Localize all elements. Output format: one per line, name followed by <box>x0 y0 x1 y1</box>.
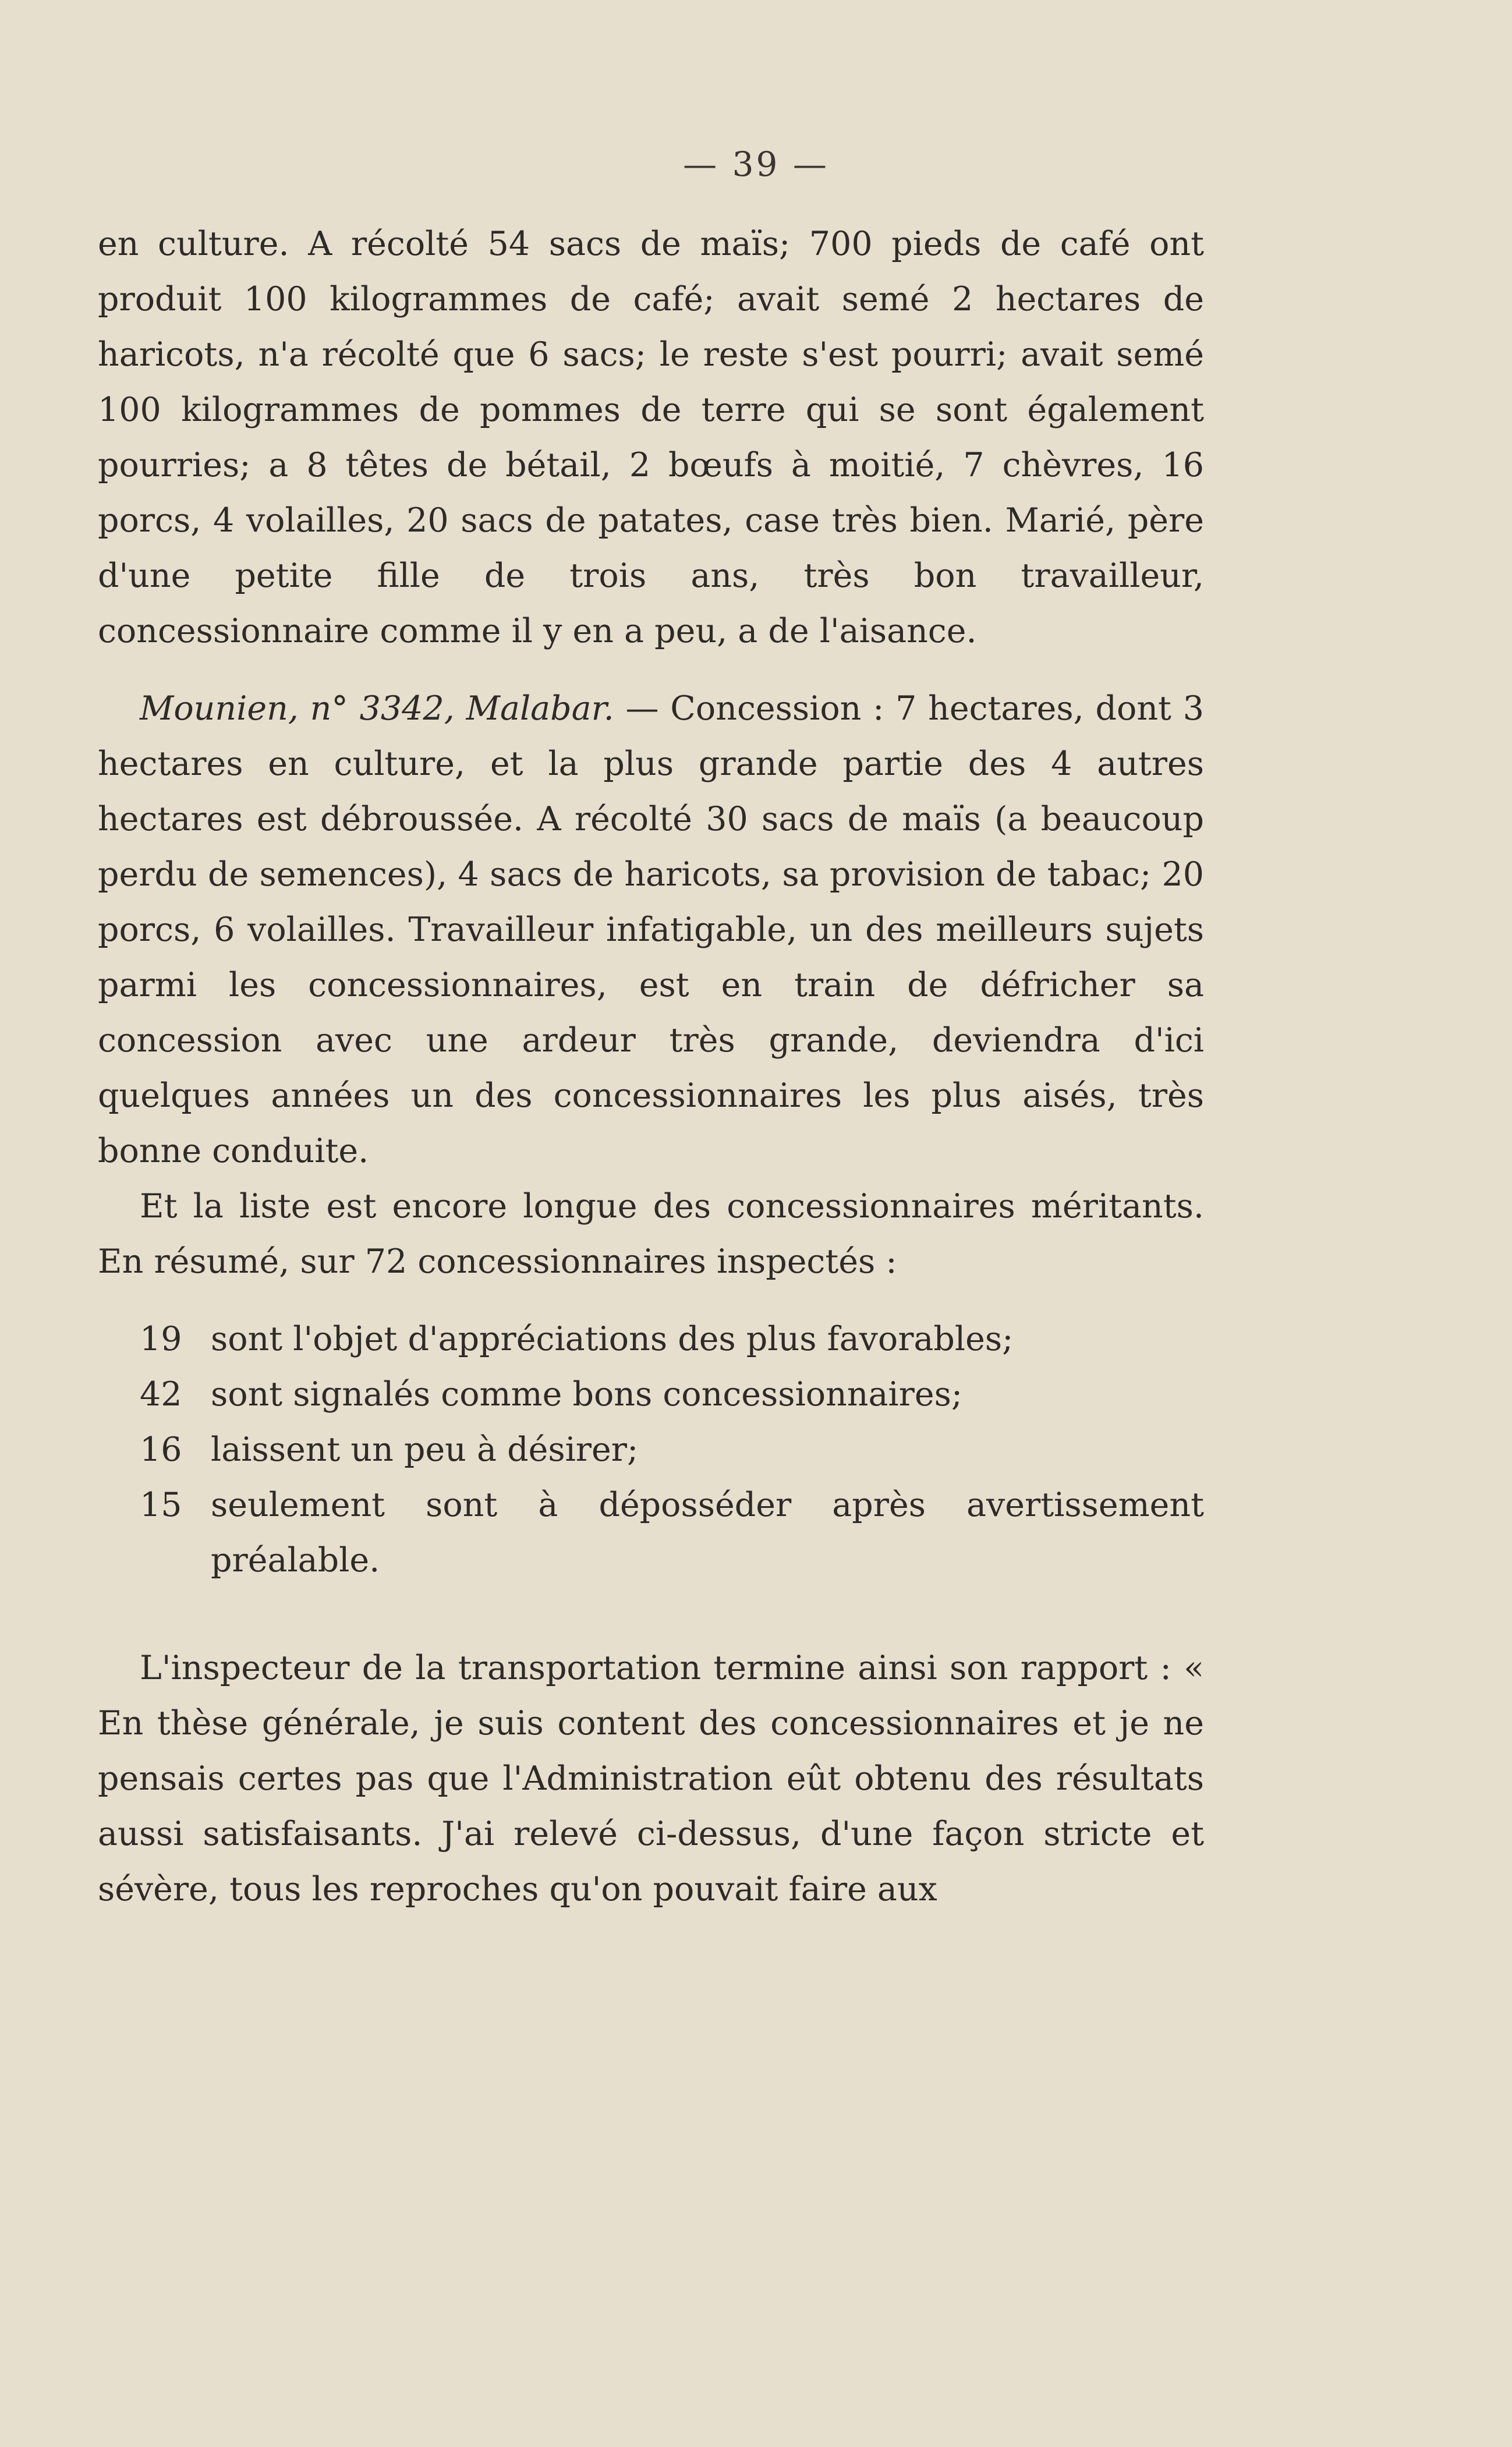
list-item-count: 16 <box>140 1430 182 1469</box>
summary-list <box>98 1312 1204 1588</box>
paragraph-concessionnaire-end: en culture. A récolté 54 sacs de maïs; 700 pieds de café ont produit 100 kilogrammes de café; avait semé 2 hectares de haricots, n'a récolté que 6 sacs; le reste s'est pourri; avait semé 100 kilogrammes de pommes de terre qui se sont également pourries; a 8 têtes de bétail, 2 bœufs à moitié, 7 chèvres, 16 porcs, 4 volailles, 20 sacs de patates, case très bien. Marié, père d'une petite fille de trois ans, très bon travailleur, concessionnaire comme il y en a peu, a de l'aisance. <box>98 225 1204 650</box>
paragraph-summary-intro: Et la liste est encore longue des concessionnaires méritants. En résumé, sur 72 concessionnaires inspectés : <box>98 1187 1204 1281</box>
list-item-count: 19 <box>140 1320 182 1358</box>
list-item-text: sont l'objet d'appréciations des plus favorables; <box>211 1320 1014 1358</box>
paragraph-mounien <box>98 681 1204 1179</box>
list-item-count: 42 <box>140 1375 182 1414</box>
paragraph-inspector-report: L'inspecteur de la transportation termine ainsi son rapport : « En thèse générale, je suis content des concessionnaires et je ne pensais certes pas que l'Administration eût obtenu des résultats aussi satisfaisants. J'ai relevé ci-dessus, d'une façon stricte et sévère, tous les reproches qu'on pouvait faire aux <box>98 1649 1204 1908</box>
list-item <box>98 1312 1204 1367</box>
page-body <box>98 217 1204 1917</box>
concessionnaire-name: Mounien, n° 3342, Malabar. <box>140 689 614 728</box>
concessionnaire-description: — Concession : 7 hectares, dont 3 hectares en culture, et la plus grande partie des 4 autres hectares est débroussée. A récolté 30 sacs de maïs (a beaucoup perdu de semences), 4 sacs de haricots, sa provision de tabac; 20 porcs, 6 volailles. Travailleur infatigable, un des meilleurs sujets parmi les concessionnaires, est en train de défricher sa concession avec une ardeur très grande, deviendra d'ici quelques années un des concessionnaires les plus aisés, très bonne conduite. <box>98 689 1204 1170</box>
list-item <box>98 1478 1204 1588</box>
page-number: — 39 — <box>683 144 829 184</box>
list-item-text: sont signalés comme bons concessionnaires; <box>211 1375 963 1414</box>
list-item-count: 15 <box>140 1486 182 1524</box>
list-item-text: seulement sont à déposséder après avertissement préalable. <box>211 1486 1204 1580</box>
list-item <box>98 1422 1204 1478</box>
list-item <box>98 1367 1204 1422</box>
list-item-text: laissent un peu à désirer; <box>211 1430 639 1469</box>
